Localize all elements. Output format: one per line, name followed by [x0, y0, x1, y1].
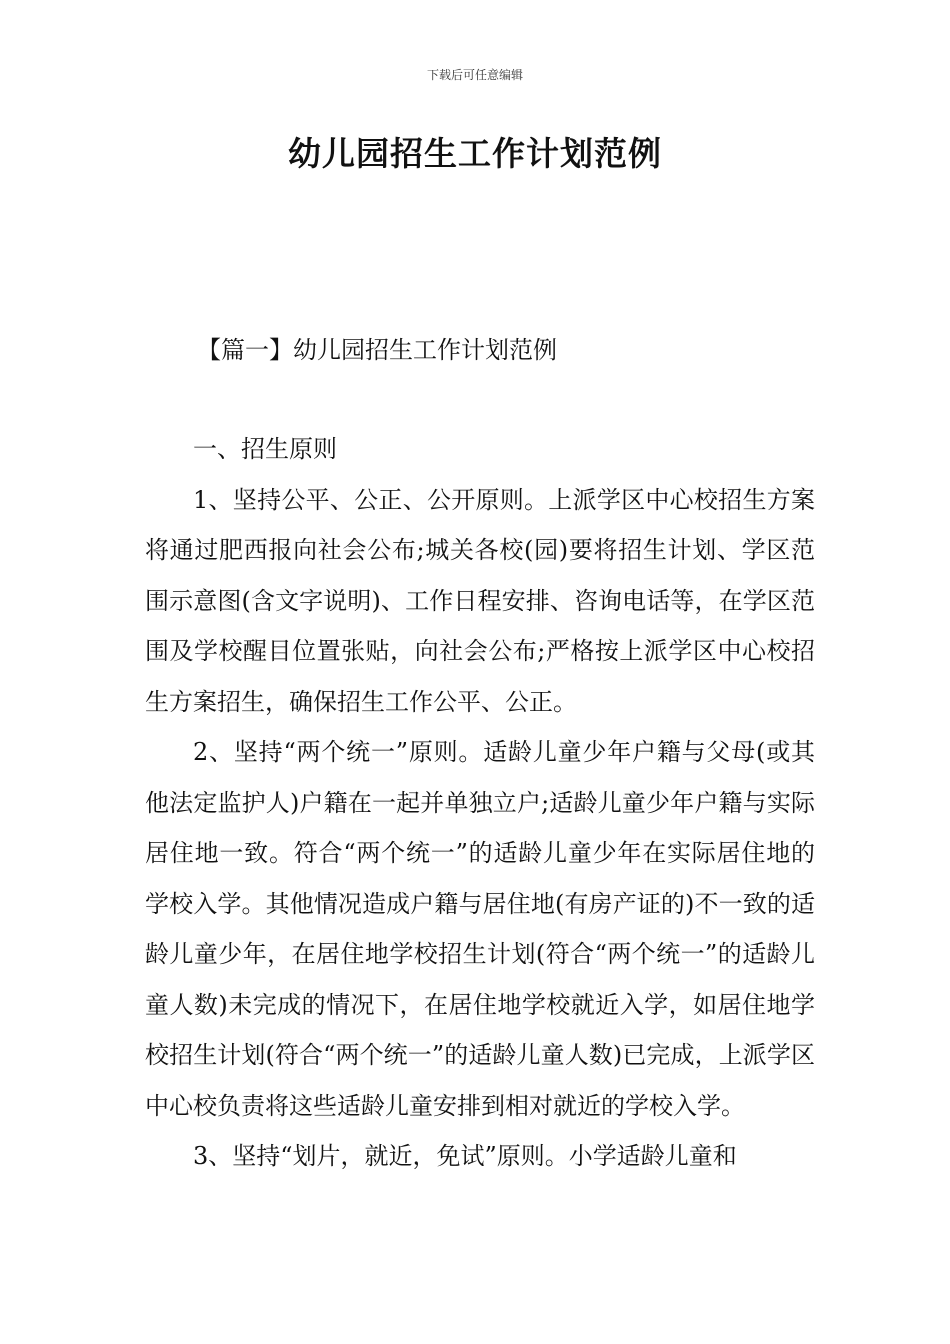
paragraph-principles-heading: 一、招生原则	[193, 435, 337, 463]
header-note: 下载后可任意编辑	[426, 68, 523, 82]
paragraph-1: 1、坚持公平、公正、公开原则。上派学区中心校招生方案将通过肥西报向社会公布;城关各校(园)要将招生计划、学区范围示意图(含文字说明)、工作日程安排、咨询电话等，在学区范围及学校醒目位置张贴，向社会公布;严格按上派学区中心校招生方案招生，确保招生工作公平、公正。	[145, 485, 815, 716]
document-title: 幼儿园招生工作计划范例	[288, 134, 662, 173]
paragraph-2: 2、坚持“两个统一”原则。适龄儿童少年户籍与父母(或其他法定监护人)户籍在一起并单独立户;适龄儿童少年户籍与实际居住地一致。符合“两个统一”的适龄儿童少年在实际居住地的学校入学。其他情况造成户籍与居住地(有房产证的)不一致的适龄儿童少年，在居住地学校招生计划(符合“两个统一”的适龄儿童人数)未完成的情况下，在居住地学校就近入学，如居住地学校招生计划(符合“两个统一”的适龄儿童人数)已完成，上派学区中心校负责将这些适龄儿童安排到相对就近的学校入学。	[145, 738, 815, 1120]
section-heading: 【篇一】幼儿园招生工作计划范例	[197, 336, 557, 364]
document-body	[145, 424, 815, 1182]
paragraph-3: 3、坚持“划片，就近，免试”原则。小学适龄儿童和	[193, 1142, 737, 1170]
